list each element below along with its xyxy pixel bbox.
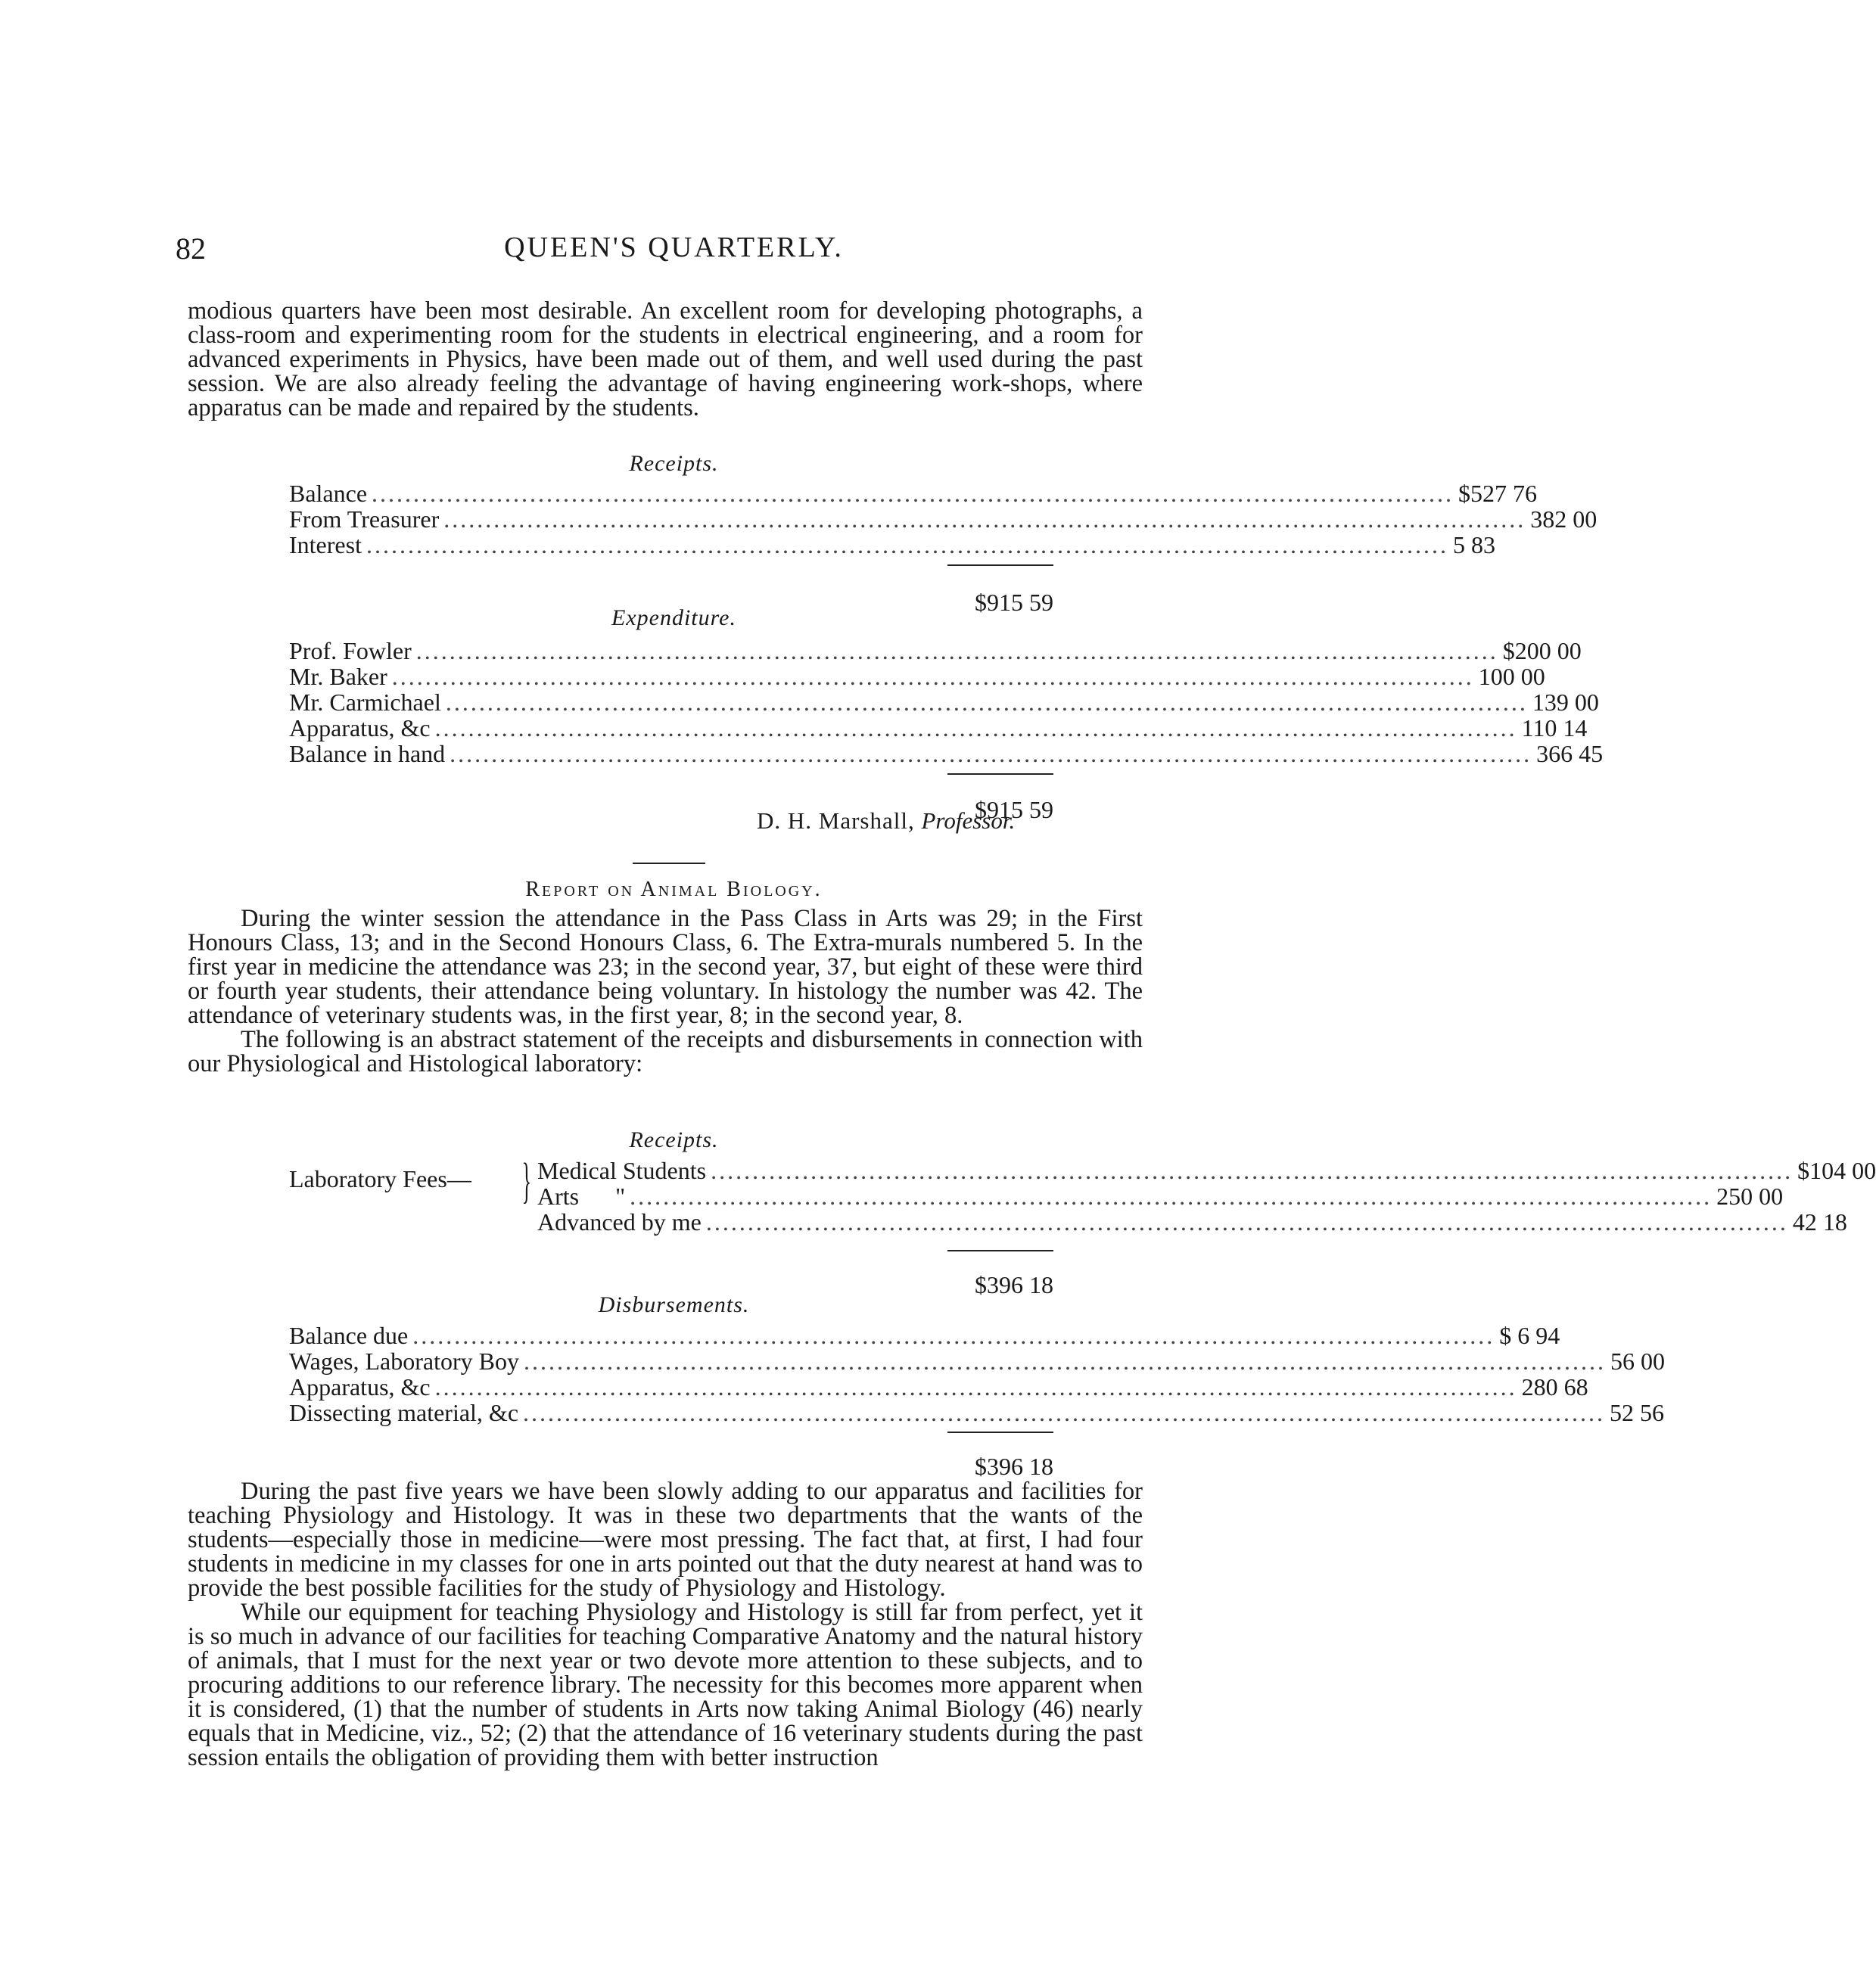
ledger-row: Prof. Fowler .................................................................................................................................. $200 00: [289, 637, 1582, 664]
biology-report-text: [188, 906, 1143, 1076]
signature-title: Professor.: [921, 807, 1016, 834]
sum-rule: [947, 564, 1053, 566]
ledger-row: Balance .................................................................................................................................. $527 76: [289, 480, 1538, 507]
ledger-amount: 42 18: [1792, 1208, 1847, 1236]
sum-rule: [947, 773, 1053, 775]
ledger-amount: $527 76: [1458, 480, 1538, 507]
physics-receipts-total: $915 59: [975, 589, 1053, 616]
intro-paragraph: [188, 299, 1143, 420]
lab-disbursements-total: $396 18: [975, 1453, 1053, 1480]
ledger-label: Mr. Baker: [289, 663, 387, 690]
ledger-amount: 250 00: [1716, 1183, 1784, 1210]
statement-intro-paragraph: The following is an abstract statement of the receipts and disbursements in connection with our Physiological and Histological laboratory:: [188, 1026, 1143, 1077]
ledger-label: From Treasurer: [289, 505, 440, 533]
physics-expenditure-total: $915 59: [975, 796, 1053, 823]
ledger-row: Balance in hand .................................................................................................................................. 366 45: [289, 740, 1604, 767]
ledger-row: Interest .................................................................................................................................. 5 83: [289, 531, 1495, 558]
ledger-row: Dissecting material, &c .................................................................................................................................. 52 56: [289, 1399, 1665, 1426]
physics-receipts-table: [289, 480, 1598, 558]
ledger-row: Wages, Laboratory Boy .................................................................................................................................. 56 00: [289, 1348, 1665, 1375]
lab-disbursements-heading: Disbursements.: [598, 1292, 750, 1317]
journal-title: QUEEN'S QUARTERLY.: [504, 232, 844, 263]
ledger-amount: 110 14: [1521, 714, 1588, 741]
ledger-label: Prof. Fowler: [289, 637, 412, 664]
ledger-row: Arts " .................................................................................................................................. 250 00: [537, 1183, 1784, 1210]
closing-text: [188, 1479, 1143, 1770]
ledger-amount: 52 56: [1610, 1399, 1665, 1426]
laboratory-fees-label: Laboratory Fees—: [289, 1165, 471, 1192]
ledger-amount: 382 00: [1530, 505, 1598, 533]
ledger-label: Interest: [289, 531, 362, 558]
ledger-label: Medical Students: [537, 1157, 707, 1184]
ledger-label: Apparatus, &c: [289, 714, 431, 741]
signature-name: D. H. Marshall,: [757, 807, 915, 834]
attendance-paragraph: During the winter session the attendance in the Pass Class in Arts was 29; in the First Honours Class, 13; and in the Second Honours Class, 6. The Extra-murals numbered 5. In the first year in medicine the attendance was 23; in the second year, 37, but eight of these were third or fourth year students, their attendance being voluntary. In histology the number was 42. The attendance of veterinary students was, in the first year, 8; in the second year, 8.: [188, 905, 1143, 1029]
ledger-label: Advanced by me: [537, 1208, 702, 1236]
page-number: 82: [176, 232, 206, 266]
ledger-label: Mr. Carmichael: [289, 689, 441, 716]
sum-rule: [947, 1432, 1053, 1433]
physics-expenditure-table: [289, 637, 1604, 767]
ledger-amount: 366 45: [1536, 740, 1604, 767]
ledger-label: Balance due: [289, 1322, 409, 1349]
ledger-row: Apparatus, &c .................................................................................................................................. 280 68: [289, 1373, 1588, 1401]
ledger-row: Balance due .................................................................................................................................. $ 6 94: [289, 1322, 1560, 1349]
brace-glyph: }: [521, 1153, 532, 1208]
physics-expenditure-heading: Expenditure.: [611, 605, 736, 630]
lab-receipts-heading: Receipts.: [629, 1127, 719, 1152]
ledger-row: Mr. Baker .................................................................................................................................. 100 00: [289, 663, 1545, 690]
ledger-label: Wages, Laboratory Boy: [289, 1348, 519, 1375]
ledger-row: Advanced by me .................................................................................................................................. 42 18: [537, 1208, 1847, 1236]
sum-rule: [947, 1250, 1053, 1251]
ledger-amount: 100 00: [1478, 663, 1545, 690]
report-title: Report on Animal Biology.: [525, 878, 823, 901]
lab-disbursements-table: [289, 1322, 1665, 1426]
lab-receipts-total: $396 18: [975, 1271, 1053, 1298]
ledger-row: From Treasurer .................................................................................................................................. 382 00: [289, 505, 1598, 533]
ledger-amount: 5 83: [1452, 531, 1495, 558]
ledger-label: Apparatus, &c: [289, 1373, 431, 1401]
ledger-label: Balance in hand: [289, 740, 446, 767]
ledger-label: Arts ": [537, 1183, 626, 1210]
ledger-row: Mr. Carmichael .................................................................................................................................. 139 00: [289, 689, 1599, 716]
ledger-amount: $ 6 94: [1499, 1322, 1560, 1349]
ledger-label: Balance: [289, 480, 368, 507]
ledger-label: Dissecting material, &c: [289, 1399, 519, 1426]
intro-paragraph-text: modious quarters have been most desirable. An excellent room for developing photographs, a class-room and experimenting room for the students in electrical engineering, and a room for advanced experiments in Physics, have been made out of them, and well used during the past session. We are also already feeling the advantage of having engineering work-shops, where apparatus can be made and repaired by the students.: [188, 297, 1143, 421]
five-years-paragraph: During the past five years we have been slowly adding to our apparatus and facilities for teaching Physiology and Histology. It was in these two departments that the wants of the students—especially those in medicine—were most pressing. The fact that, at first, I had four students in medicine in my classes for one in arts pointed out that the duty nearest at hand was to provide the best possible facilities for the study of Physiology and Histology.: [188, 1478, 1143, 1602]
ledger-row: Apparatus, &c .................................................................................................................................. 110 14: [289, 714, 1588, 741]
equipment-paragraph: While our equipment for teaching Physiology and Histology is still far from perfect, yet it is so much in advance of our facilities for teaching Comparative Anatomy and the natural history of animals, that I must for the next year or two devote more attention to these subjects, and to procuring additions to our reference library. The necessity for this becomes more apparent when it is considered, (1) that the number of students in Arts now taking Animal Biology (46) nearly equals that in Medicine, viz., 52; (2) that the attendance of 16 veterinary students during the past session entails the obligation of providing them with better instruction: [188, 1599, 1143, 1771]
ledger-amount: 56 00: [1610, 1348, 1665, 1375]
signature: [757, 807, 1015, 835]
ledger-amount: 139 00: [1532, 689, 1599, 716]
ledger-row: Medical Students .................................................................................................................................. $104 00: [537, 1157, 1876, 1184]
ledger-amount: $200 00: [1502, 637, 1582, 664]
ledger-amount: $104 00: [1797, 1157, 1876, 1184]
section-divider: [633, 863, 705, 864]
physics-receipts-heading: Receipts.: [629, 451, 719, 476]
ledger-amount: 280 68: [1521, 1373, 1588, 1401]
